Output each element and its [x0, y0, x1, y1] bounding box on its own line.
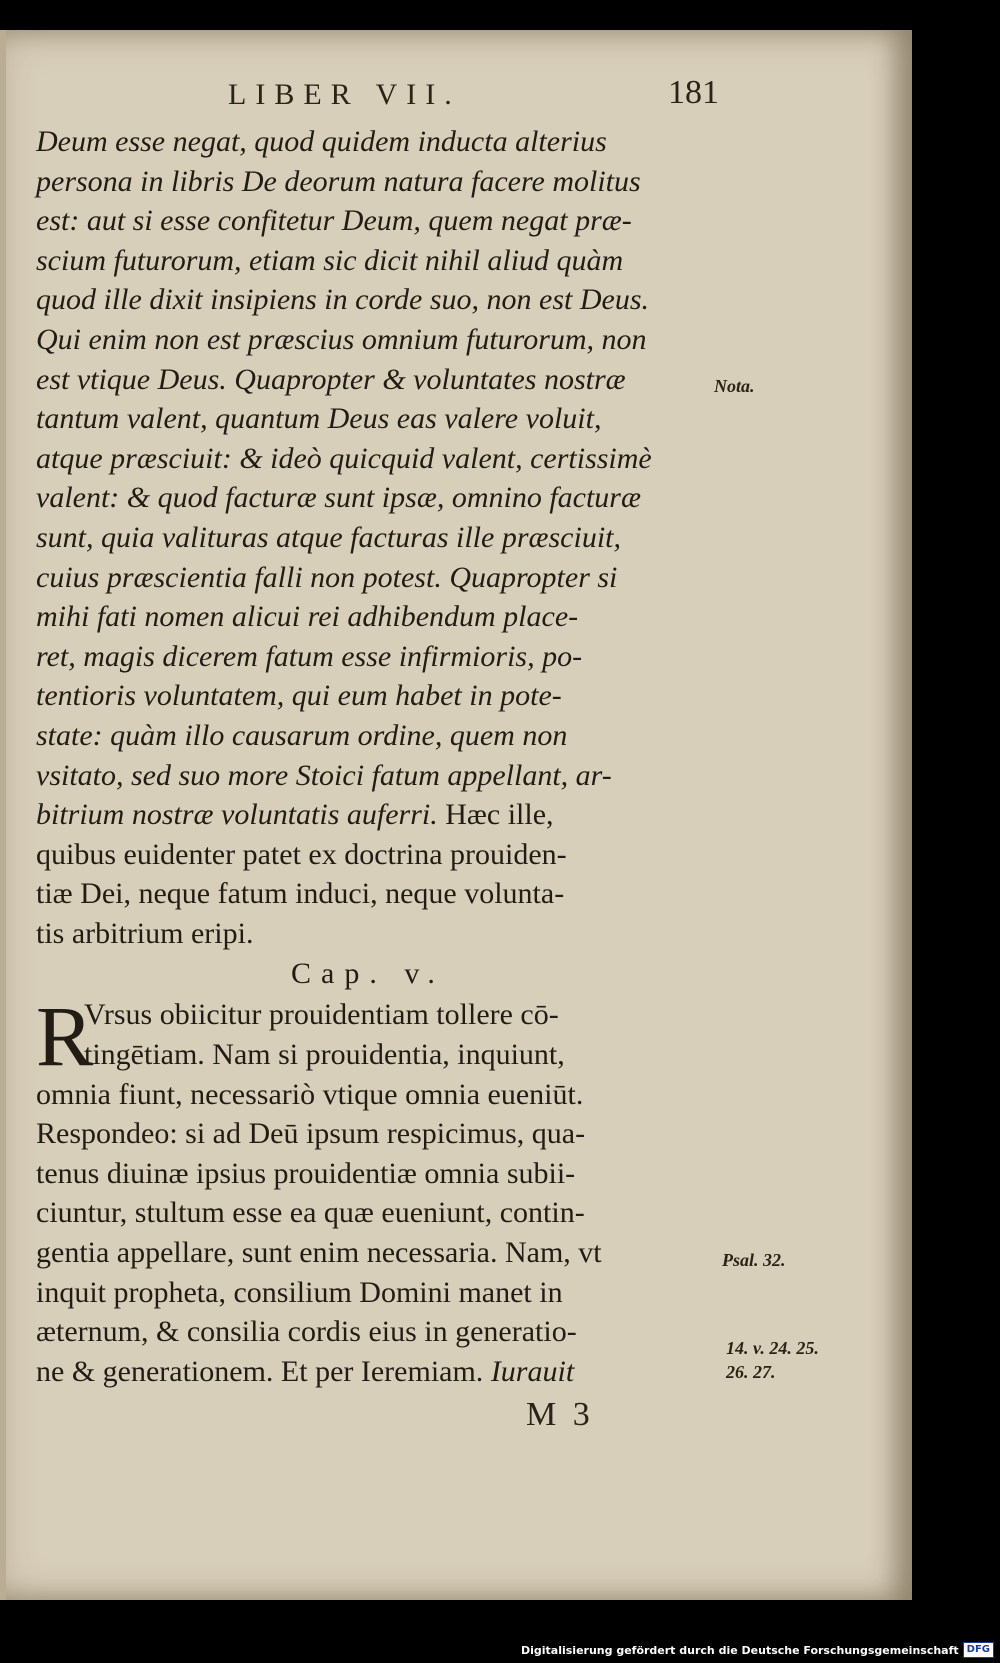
- text-line: state: quàm illo causarum ordine, quem non: [36, 718, 568, 752]
- page-edge: [0, 30, 6, 1600]
- text-line: valent: & quod facturæ sunt ipsæ, omnino facturæ: [36, 481, 641, 515]
- text-line: Qui enim non est præscius omnium futurorum, non: [36, 322, 647, 356]
- text-block: [36, 122, 726, 1391]
- text-line: est vtique Deus. Quapropter & voluntates nostræ: [36, 362, 626, 396]
- text-line: mihi fati nomen alicui rei adhibendum place-: [36, 600, 579, 634]
- marginal-note-reference: 14. v. 24. 25.: [726, 1338, 819, 1358]
- text-line: est: aut si esse confitetur Deum, quem negat præ-: [36, 204, 632, 238]
- text-line: tantum valent, quantum Deus eas valere voluit,: [36, 402, 602, 436]
- catchword-signature: M 3: [526, 1396, 594, 1433]
- text-line: ciuntur, stultum esse ea quæ eueniunt, contin-: [36, 1196, 585, 1230]
- text-line: tentioris voluntatem, qui eum habet in pote-: [36, 679, 562, 713]
- marginal-note-psalm: Psal. 32.: [722, 1250, 786, 1270]
- text-line: quod ille dixit insipiens in corde suo, non est Deus.: [36, 283, 649, 317]
- text-line: scium futurorum, etiam sic dicit nihil aliud quàm: [36, 243, 624, 277]
- italic-segment: Iurauit: [490, 1354, 575, 1388]
- text-line: gentia appellare, sunt enim necessaria. Nam, vt: [36, 1236, 602, 1270]
- text-line: tingētiam. Nam si prouidentia, inquiunt,: [84, 1038, 565, 1072]
- text-line: tiæ Dei, neque fatum induci, neque volunta-: [36, 877, 565, 911]
- running-head: LIBER VII.: [228, 78, 461, 111]
- text-line-mixed: [36, 795, 726, 835]
- italic-segment: bitrium nostræ voluntatis auferri.: [36, 798, 438, 832]
- text-line: Deum esse negat, quod quidem inducta alterius: [36, 125, 607, 158]
- text-line: quibus euidenter patet ex doctrina prouiden-: [36, 837, 567, 871]
- digitization-footer: [521, 1641, 994, 1659]
- dfg-logo: DFG: [963, 1642, 994, 1658]
- text-line: ret, magis dicerem fatum esse infirmioris, po-: [36, 639, 583, 673]
- roman-segment: Hæc ille,: [445, 798, 554, 832]
- text-line: omnia fiunt, necessariò vtique omnia eueniūt.: [36, 1077, 584, 1111]
- text-line-mixed: [36, 1352, 726, 1392]
- marginal-note-reference: 26. 27.: [726, 1362, 776, 1382]
- text-line: atque præsciuit: & ideò quicquid valent, certissimè: [36, 441, 652, 475]
- page-number: 181: [668, 74, 719, 111]
- text-line: sunt, quia valituras atque facturas ille præsciuit,: [36, 520, 621, 554]
- text-line: inquit propheta, consilium Domini manet in: [36, 1275, 563, 1309]
- text-line: vsitato, sed suo more Stoici fatum appellant, ar-: [36, 758, 612, 792]
- drop-cap: R: [36, 988, 94, 1085]
- text-line: Vrsus obiicitur prouidentiam tollere cō-: [84, 998, 559, 1032]
- text-line: æternum, & consilia cordis eius in generatio-: [36, 1315, 577, 1349]
- text-line: cuius præscientia falli non potest. Quapropter si: [36, 560, 618, 594]
- text-line: tis arbitrium eripi.: [36, 916, 254, 950]
- text-line: persona in libris De deorum natura facere molitus: [36, 164, 641, 198]
- roman-segment: ne & generationem. Et per Ieremiam.: [36, 1354, 484, 1388]
- chapter-opening: [36, 988, 726, 1085]
- chapter-heading: Cap. v.: [291, 957, 445, 991]
- page-header: [0, 74, 912, 118]
- marginal-note-nota: Nota.: [714, 376, 755, 396]
- footer-credit: Digitalisierung gefördert durch die Deutsche Forschungsgemeinschaft: [520, 1643, 959, 1657]
- text-line: Respondeo: si ad Deū ipsum respicimus, qua-: [36, 1117, 586, 1151]
- text-line: tenus diuinæ ipsius prouidentiæ omnia subii-: [36, 1156, 576, 1190]
